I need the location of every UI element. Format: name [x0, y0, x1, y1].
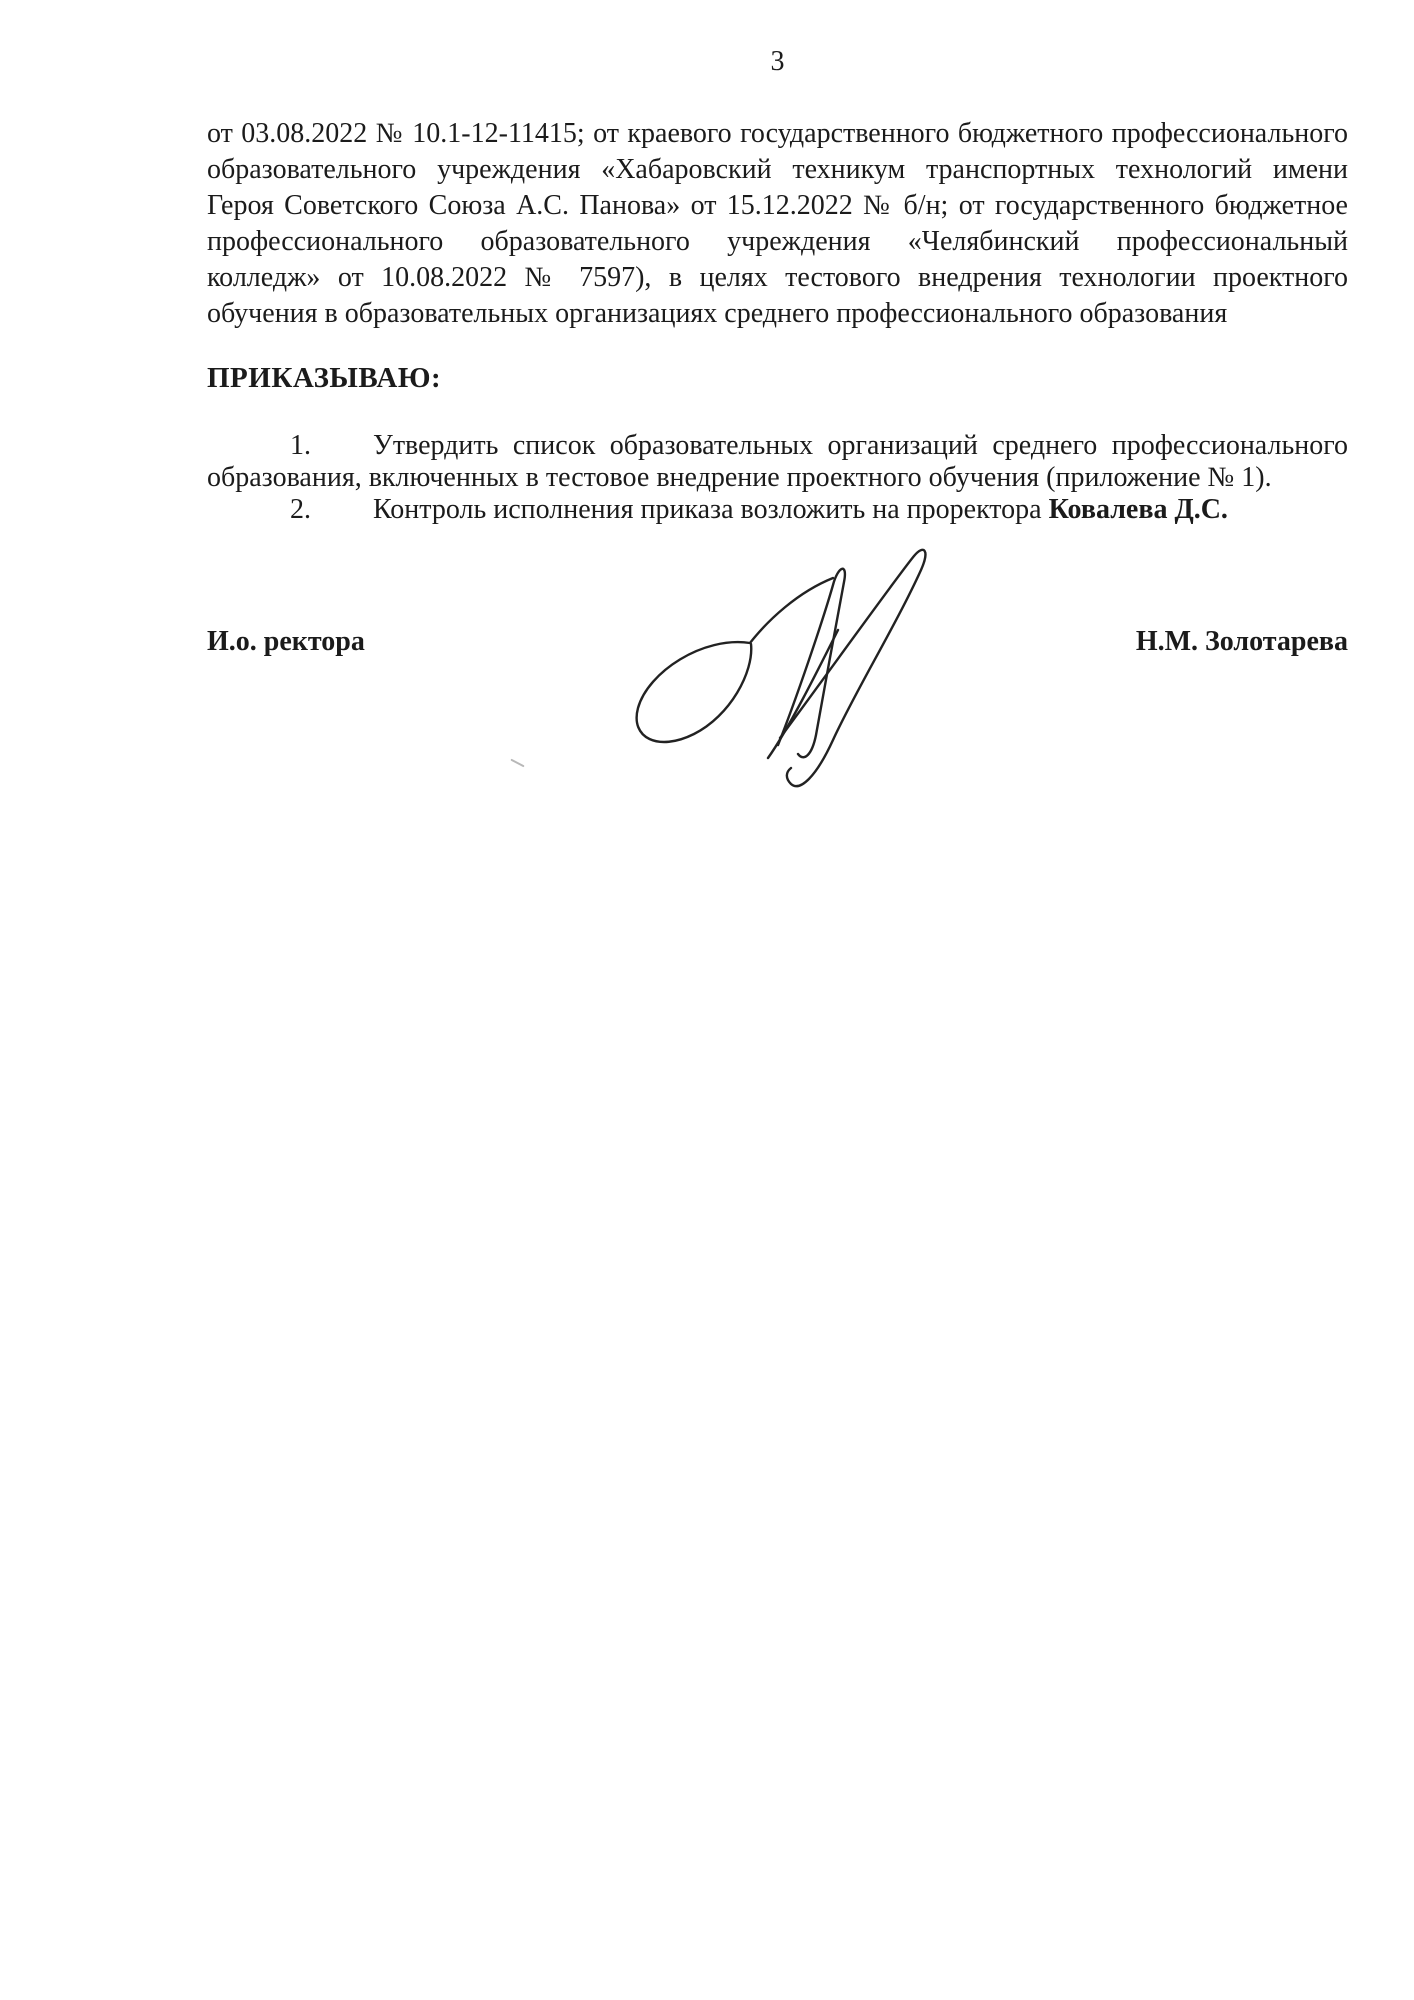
item-text: Утвердить список образовательных организаций среднего профессионального: [373, 430, 1348, 461]
paragraph-line: обучения в образовательных организациях среднего профессионального образования: [207, 298, 1228, 329]
signatory-name: Н.М. Золотарева: [1135, 626, 1348, 657]
body-paragraph: [207, 116, 1348, 332]
paragraph-line: образовательного учреждения «Хабаровский техникум транспортных технологий имени: [207, 154, 1348, 185]
item-number: 1.: [290, 430, 311, 461]
order-list: [207, 430, 1348, 526]
paragraph-line: от 03.08.2022 № 10.1-12-11415; от краевого государственного бюджетного профессионального: [207, 118, 1348, 149]
scan-stray-mark: [510, 759, 524, 768]
paragraph-line: Героя Советского Союза А.С. Панова» от 15.12.2022 № б/н; от государственного бюджетное: [207, 190, 1348, 221]
paragraph-line: колледж» от 10.08.2022 № 7597), в целях тестового внедрения технологии проектного: [207, 262, 1348, 293]
item-text: Контроль исполнения приказа возложить на проректора: [373, 494, 1049, 525]
paragraph-line: профессионального образовательного учреждения «Челябинский профессиональный: [207, 226, 1348, 257]
order-item-1-line-2: образования, включенных в тестовое внедрение проектного обучения (приложение № 1).: [207, 462, 1272, 493]
handwritten-signature-icon: [628, 540, 938, 800]
page-number: 3: [770, 46, 785, 77]
signatory-role: И.о. ректора: [207, 626, 365, 657]
item-number: 2.: [290, 494, 311, 525]
item-bold-name: Ковалева Д.С.: [1048, 494, 1228, 525]
order-item-1-line-1: [207, 430, 1348, 462]
decree-heading: ПРИКАЗЫВАЮ:: [207, 362, 442, 394]
order-item-2: [207, 494, 1348, 526]
